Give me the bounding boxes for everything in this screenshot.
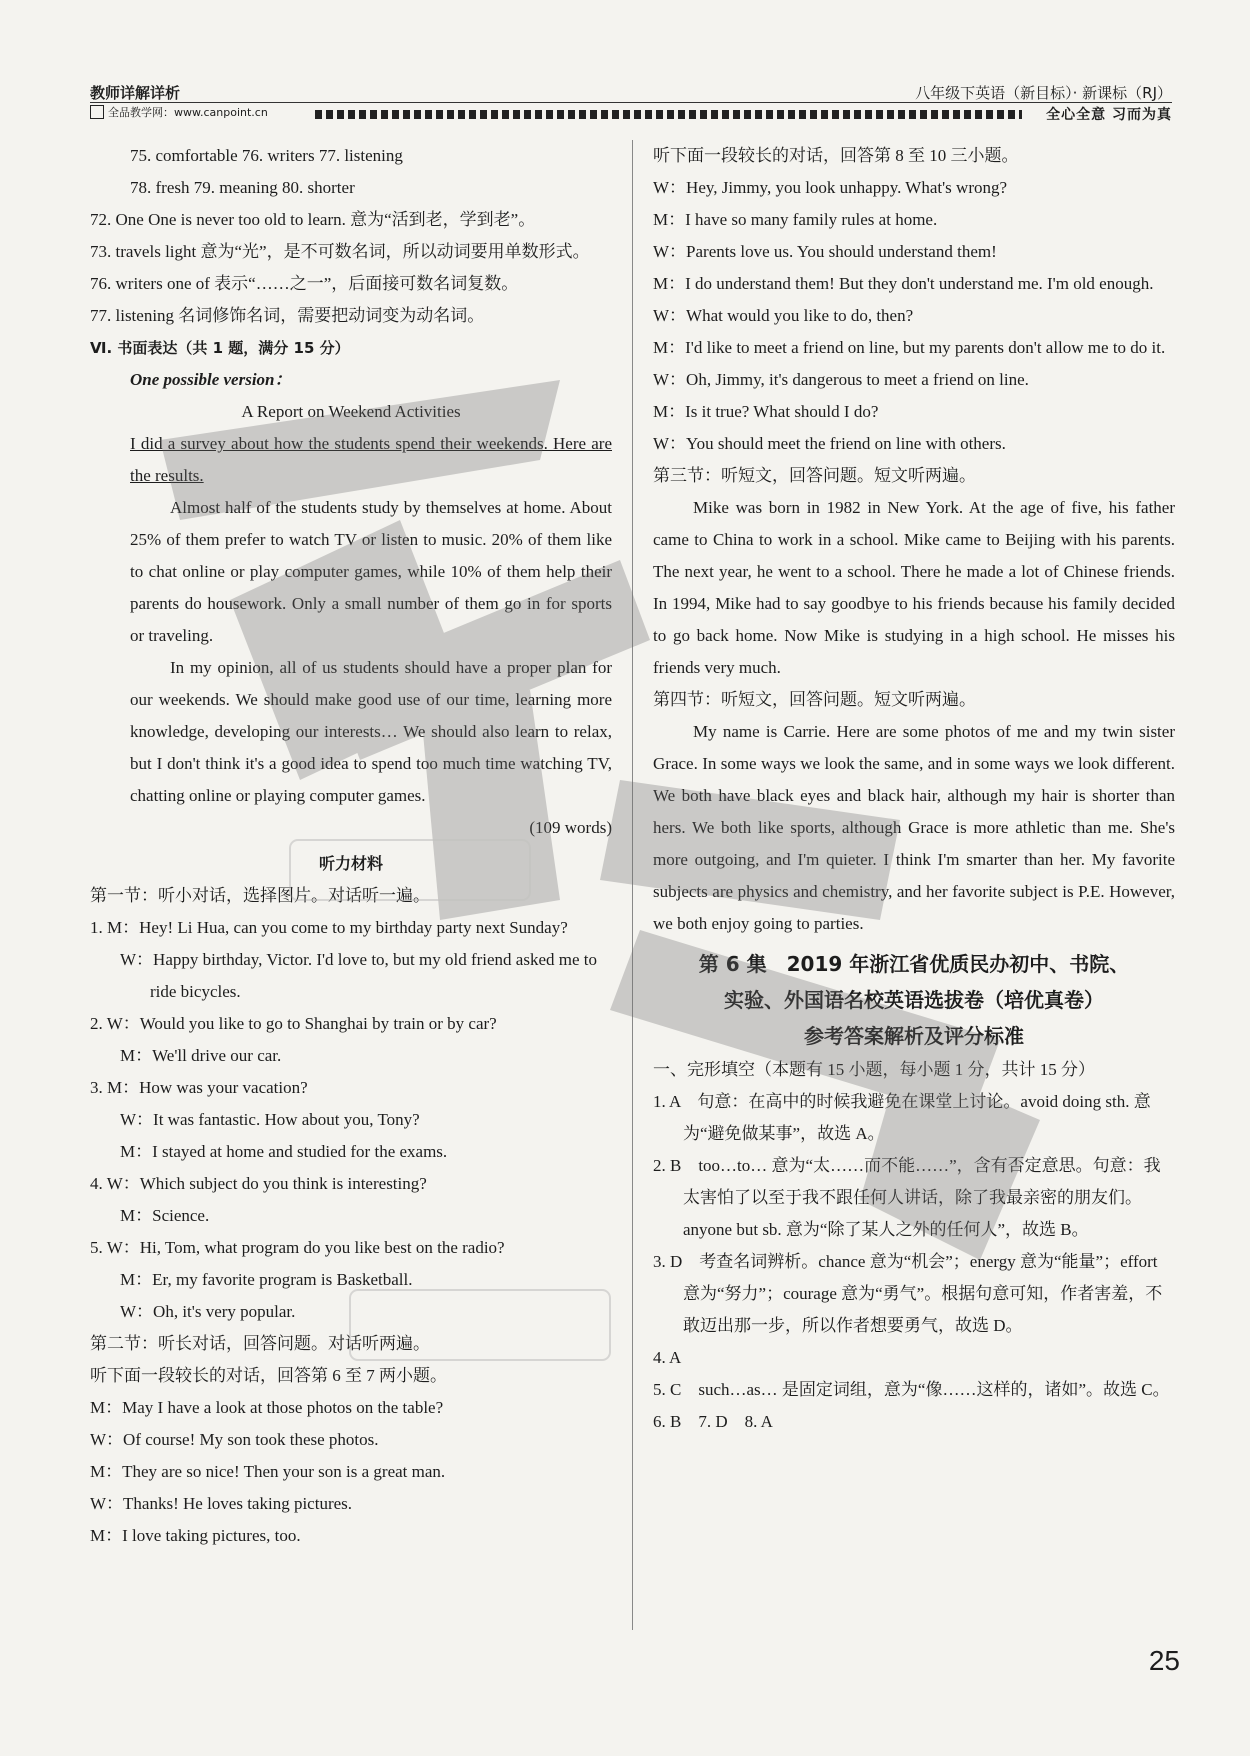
dialog-line: M：We'll drive our car. xyxy=(120,1046,282,1065)
dialog-line: M：Er, my favorite program is Basketball. xyxy=(120,1270,413,1289)
essay-title: A Report on Weekend Activities xyxy=(241,402,461,421)
essay-paragraph: Almost half of the students study by themselves at home. About 25% of them prefer to watch TV or listen to music. 20% of them like to chat online or play computer games, while 10% of them help their parents do housework. Only a small number of them go in for sports or traveling. xyxy=(130,498,612,645)
exam-title: 实验、外国语名校英语选拔卷（培优真卷） xyxy=(724,988,1104,1012)
listening-heading: 听力材料 xyxy=(318,854,383,873)
dialog-line: M：Science. xyxy=(120,1206,210,1225)
right-column xyxy=(653,140,1175,1438)
header-slogan: 全心全意 习而为真 xyxy=(1046,107,1172,123)
section-heading: 第一节：听小对话，选择图片。对话听一遍。 xyxy=(90,886,430,905)
header-website-text: 全品教学网：www.canpoint.cn xyxy=(108,106,268,119)
section-heading: 第三节：听短文，回答问题。短文听两遍。 xyxy=(653,466,976,485)
dialog-line: W：Of course! My son took these photos. xyxy=(90,1430,379,1449)
dialog-line: M：They are so nice! Then your son is a great man. xyxy=(90,1462,446,1481)
logo-icon xyxy=(90,105,104,119)
dialog-line: W：You should meet the friend on line with others. xyxy=(653,434,1006,453)
writing-heading: Ⅵ. 书面表达（共 1 题，满分 15 分） xyxy=(90,339,350,357)
version-label: One possible version： xyxy=(130,370,292,389)
passage: Mike was born in 1982 in New York. At the age of five, his father came to China to work in a school. Mike came to Beijing with his parents. The next year, he went to a school. There he made a lot of Chinese friends. In 1994, Mike had to say goodbye to his friends because his family decided to go back home. Now Mike is studying in a high school. He misses his friends very much. xyxy=(653,498,1175,677)
column-divider xyxy=(632,140,633,1630)
passage: My name is Carrie. Here are some photos of me and my twin sister Grace. In some ways we look the same, and in some ways we look different. We both have black eyes and black hair, although my hair is shorter than hers. We both like sports, although Grace is more athletic than me. She's more outgoing, and I'm quieter. I think I'm smarter than her. My favorite subjects are physics and chemistry, and her favorite subject is P.E. However, we both enjoy going to parties. xyxy=(653,722,1175,933)
dialog-line: M：I have so many family rules at home. xyxy=(653,210,938,229)
header-website xyxy=(90,104,268,120)
dialog-line: W：Hey, Jimmy, you look unhappy. What's wrong? xyxy=(653,178,1008,197)
dialog-line: W：Oh, it's very popular. xyxy=(120,1302,296,1321)
essay-paragraph xyxy=(90,428,612,492)
word-count: (109 words) xyxy=(529,818,612,837)
section-intro: 听下面一段较长的对话，回答第 8 至 10 三小题。 xyxy=(653,146,1019,165)
dialog-line: M：May I have a look at those photos on the table? xyxy=(90,1398,444,1417)
dialog-line: M：I stayed at home and studied for the exams. xyxy=(120,1142,448,1161)
dialog-line-text: W：Happy birthday, Victor. I'd love to, but my old friend asked me to ride bicycles. xyxy=(120,950,598,1001)
dialog-line: W：What would you like to do, then? xyxy=(653,306,914,325)
answer-item: 6. B 7. D 8. A xyxy=(653,1412,773,1431)
dialog-line: 3. M：How was your vacation? xyxy=(90,1078,308,1097)
dialog-line: M：Is it true? What should I do? xyxy=(653,402,879,421)
section-heading: 第四节：听短文，回答问题。短文听两遍。 xyxy=(653,690,976,709)
dialog-line: 1. M：Hey! Li Hua, can you come to my birthday party next Sunday? xyxy=(90,918,568,937)
answer-item: 3. D 考查名词辨析。chance 意为“机会”；energy 意为“能量”；effort 意为“努力”；courage 意为“勇气”。根据句意可知，作者害羞，不敢迈出那一步，所以作者想要勇气，故选 D。 xyxy=(653,1252,1163,1335)
dialog-line: M：I'd like to meet a friend on line, but my parents don't allow me to do it. xyxy=(653,338,1166,357)
dialog-line: W：Thanks! He loves taking pictures. xyxy=(90,1494,353,1513)
header-book-title: 八年级下英语（新目标）· 新课标（RJ） xyxy=(915,84,1172,102)
answer-line: 75. comfortable 76. writers 77. listening xyxy=(130,146,403,165)
essay-paragraph-text: I did a survey about how the students spend their weekends. Here are the results. xyxy=(130,434,612,485)
dialog-line: 4. W：Which subject do you think is interesting? xyxy=(90,1174,427,1193)
note-item: 76. writers one of 表示“……之一”，后面接可数名词复数。 xyxy=(90,274,519,293)
section-intro: 听下面一段较长的对话，回答第 6 至 7 两小题。 xyxy=(90,1366,447,1385)
exam-title: 第 6 集 2019 年浙江省优质民办初中、书院、 xyxy=(698,952,1130,976)
dialog-line: M：I do understand them! But they don't understand me. I'm old enough. xyxy=(653,274,1154,293)
dialog-line: W：Oh, Jimmy, it's dangerous to meet a friend on line. xyxy=(653,370,1029,389)
header-left-title: 教师详解详析 xyxy=(90,84,181,102)
answer-line: 78. fresh 79. meaning 80. shorter xyxy=(130,178,355,197)
page-header xyxy=(90,82,1172,126)
page-number: 25 xyxy=(1148,1645,1180,1676)
section-heading: 第二节：听长对话，回答问题。对话听两遍。 xyxy=(90,1334,430,1353)
dialog-line: W：It was fantastic. How about you, Tony? xyxy=(120,1110,420,1129)
dialog-line: 5. W：Hi, Tom, what program do you like best on the radio? xyxy=(90,1238,505,1257)
left-column xyxy=(90,140,612,1552)
answer-item: 1. A 句意：在高中的时候我避免在课堂上讨论。avoid doing sth. 意为“避免做某事”，故选 A。 xyxy=(653,1092,1151,1143)
dialog-line: M：I love taking pictures, too. xyxy=(90,1526,301,1545)
part-heading: 一、完形填空（本题有 15 小题，每小题 1 分，共计 15 分） xyxy=(653,1060,1095,1079)
answer-item: 4. A xyxy=(653,1348,682,1367)
dialog-line: 2. W：Would you like to go to Shanghai by train or by car? xyxy=(90,1014,497,1033)
note-item: 73. travels light 意为“光”，是不可数名词，所以动词要用单数形式。 xyxy=(90,242,590,261)
answer-item: 5. C such…as… 是固定词组，意为“像……这样的，诸如”。故选 C。 xyxy=(653,1380,1170,1399)
header-dash-bar xyxy=(315,110,1022,119)
note-item: 72. One One is never too old to learn. 意为“活到老，学到老”。 xyxy=(90,210,536,229)
exam-subtitle: 参考答案解析及评分标准 xyxy=(804,1024,1024,1048)
answer-item: 2. B too…to… 意为“太……而不能……”，含有否定意思。句意：我太害怕了以至于我不跟任何人讲话，除了我最亲密的朋友们。anyone but sb. 意为“除了某人之外的任何人”，故选 B。 xyxy=(653,1156,1161,1239)
note-item: 77. listening 名词修饰名词，需要把动词变为动名词。 xyxy=(90,306,485,325)
essay-paragraph: In my opinion, all of us students should have a proper plan for our weekends. We should make good use of our time, learning more knowledge, developing our interests… We should also learn to relax, but I don't think it's a good idea to spend too much time watching TV, chatting online or playing computer games. xyxy=(130,658,612,805)
dialog-line: W：Parents love us. You should understand them! xyxy=(653,242,997,261)
dialog-line xyxy=(90,944,612,1008)
